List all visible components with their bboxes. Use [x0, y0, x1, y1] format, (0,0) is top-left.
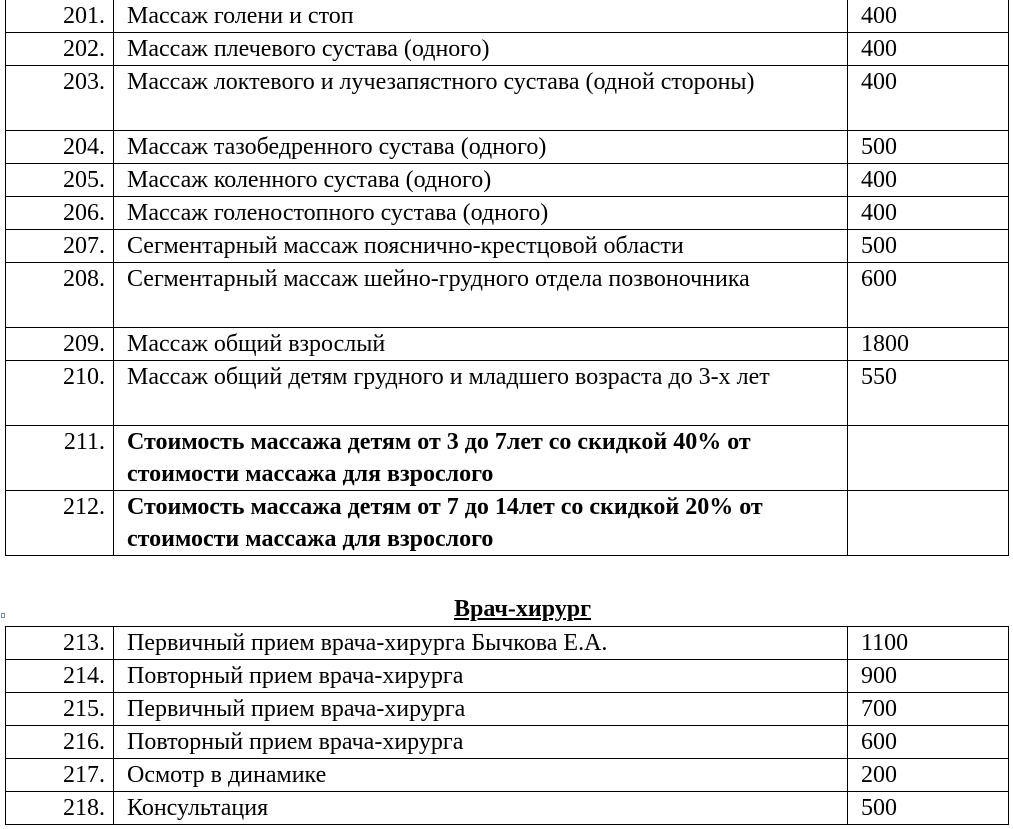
service-price: 500: [848, 131, 1009, 164]
service-price: 700: [848, 693, 1009, 726]
service-name: Сегментарный массаж шейно-грудного отдела позвоночника: [114, 263, 848, 328]
row-number: 213.: [6, 627, 114, 660]
row-number: 209.: [6, 328, 114, 361]
service-name: Массаж общий взрослый: [114, 328, 848, 361]
table-row: [6, 328, 1009, 361]
table-row: [6, 197, 1009, 230]
service-price: 400: [848, 33, 1009, 66]
row-number: 207.: [6, 230, 114, 263]
row-number: 216.: [6, 726, 114, 759]
service-price: 400: [848, 164, 1009, 197]
table-row: [6, 726, 1009, 759]
service-name: Первичный прием врача-хирурга: [114, 693, 848, 726]
service-price: 500: [848, 230, 1009, 263]
service-name: Массаж голеностопного сустава (одного): [114, 197, 848, 230]
surgeon-price-table: [5, 626, 1009, 825]
service-price: [848, 426, 1009, 491]
row-number: 210.: [6, 361, 114, 426]
service-name: Массаж коленного сустава (одного): [114, 164, 848, 197]
table-row: [6, 660, 1009, 693]
section-title: Врач-хирург: [454, 596, 592, 622]
service-price: 1800: [848, 328, 1009, 361]
service-price: 600: [848, 263, 1009, 328]
service-price: 900: [848, 660, 1009, 693]
service-name: Первичный прием врача-хирурга Бычкова Е.А.: [114, 627, 848, 660]
row-number: 215.: [6, 693, 114, 726]
row-number: 212.: [6, 491, 114, 556]
row-number: 211.: [6, 426, 114, 491]
row-number: 218.: [6, 792, 114, 825]
service-price: [848, 491, 1009, 556]
row-number: 206.: [6, 197, 114, 230]
row-number: 201.: [6, 0, 114, 33]
table-row: [6, 33, 1009, 66]
service-price: 1100: [848, 627, 1009, 660]
service-name: Массаж голени и стоп: [114, 0, 848, 33]
service-price: 400: [848, 197, 1009, 230]
service-price: 400: [848, 0, 1009, 33]
table-row: [6, 426, 1009, 491]
massage-price-table: [5, 0, 1009, 556]
row-number: 204.: [6, 131, 114, 164]
table-row: [6, 164, 1009, 197]
table-row: [6, 361, 1009, 426]
service-price: 600: [848, 726, 1009, 759]
row-number: 202.: [6, 33, 114, 66]
row-number: 203.: [6, 66, 114, 131]
table-row: [6, 759, 1009, 792]
table-row: [6, 491, 1009, 556]
row-number: 214.: [6, 660, 114, 693]
service-price: 550: [848, 361, 1009, 426]
service-price: 400: [848, 66, 1009, 131]
row-number: 205.: [6, 164, 114, 197]
service-price: 500: [848, 792, 1009, 825]
table-row: [6, 792, 1009, 825]
service-name: Стоимость массажа детям от 3 до 7лет со скидкой 40% от стоимости массажа для взрослого: [114, 426, 848, 491]
table-row: [6, 263, 1009, 328]
service-name: Осмотр в динамике: [114, 759, 848, 792]
service-name: Стоимость массажа детям от 7 до 14лет со скидкой 20% от стоимости массажа для взрослого: [114, 491, 848, 556]
table-anchor-icon: [1, 613, 5, 618]
service-name: Консультация: [114, 792, 848, 825]
row-number: 208.: [6, 263, 114, 328]
table-row: [6, 627, 1009, 660]
service-name: Массаж общий детям грудного и младшего возраста до 3-х лет: [114, 361, 848, 426]
service-name: Массаж плечевого сустава (одного): [114, 33, 848, 66]
row-number: 217.: [6, 759, 114, 792]
service-name: Повторный прием врача-хирурга: [114, 660, 848, 693]
table-row: [6, 0, 1009, 33]
service-name: Массаж локтевого и лучезапястного сустава (одной стороны): [114, 66, 848, 131]
service-price: 200: [848, 759, 1009, 792]
service-name: Сегментарный массаж пояснично-крестцовой области: [114, 230, 848, 263]
table-row: [6, 66, 1009, 131]
table-row: [6, 693, 1009, 726]
service-name: Повторный прием врача-хирурга: [114, 726, 848, 759]
table-row: [6, 230, 1009, 263]
table-row: [6, 131, 1009, 164]
service-name: Массаж тазобедренного сустава (одного): [114, 131, 848, 164]
